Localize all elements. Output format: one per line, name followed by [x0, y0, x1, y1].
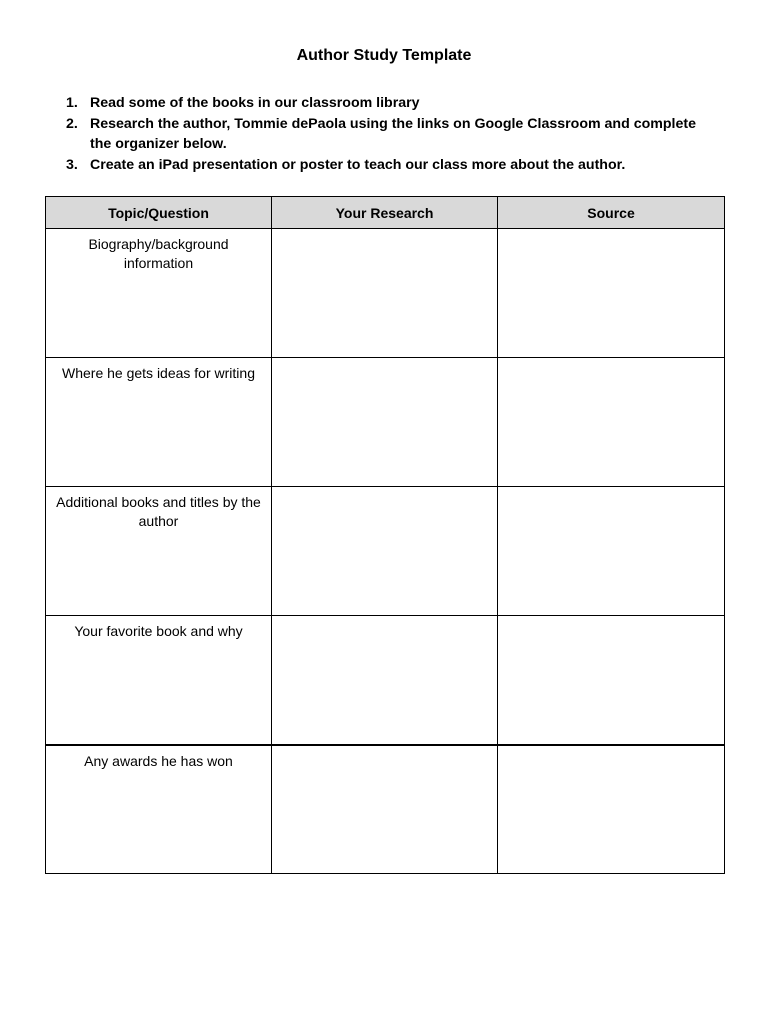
instruction-text: Create an iPad presentation or poster to teach our class more about the author. [90, 156, 626, 173]
instruction-item [66, 114, 706, 155]
header-topic-question: Topic/Question [46, 197, 272, 229]
instruction-text: Read some of the books in our classroom library [90, 95, 420, 111]
research-cell[interactable] [272, 616, 498, 745]
table-row [46, 229, 725, 358]
instructions-list [66, 93, 706, 175]
table-row [46, 616, 725, 745]
topic-cell: Additional books and titles by the author [46, 487, 272, 616]
research-cell[interactable] [272, 229, 498, 358]
research-cell[interactable] [272, 745, 498, 874]
instruction-item [66, 93, 706, 114]
instruction-number: 2. [66, 115, 78, 132]
topic-cell: Any awards he has won [46, 745, 272, 874]
source-cell[interactable] [498, 487, 725, 616]
table-row [46, 487, 725, 616]
header-source: Source [498, 197, 725, 229]
instruction-item [66, 155, 706, 176]
instruction-number: 3. [66, 156, 78, 173]
header-your-research: Your Research [272, 197, 498, 229]
document-title: Author Study Template [296, 47, 472, 64]
source-cell[interactable] [498, 745, 725, 874]
source-cell[interactable] [498, 616, 725, 745]
source-cell[interactable] [498, 229, 725, 358]
table-row [46, 358, 725, 487]
topic-cell: Your favorite book and why [46, 616, 272, 745]
instruction-number: 1. [66, 95, 78, 111]
organizer-table [45, 196, 725, 874]
topic-cell: Biography/background information [46, 229, 272, 358]
table-row [46, 745, 725, 874]
topic-cell: Where he gets ideas for writing [46, 358, 272, 487]
instruction-text: Research the author, Tommie dePaola using the links on Google Classroom and complete the organizer below. [90, 115, 696, 152]
source-cell[interactable] [498, 358, 725, 487]
research-cell[interactable] [272, 487, 498, 616]
research-cell[interactable] [272, 358, 498, 487]
table-header-row [46, 197, 725, 229]
